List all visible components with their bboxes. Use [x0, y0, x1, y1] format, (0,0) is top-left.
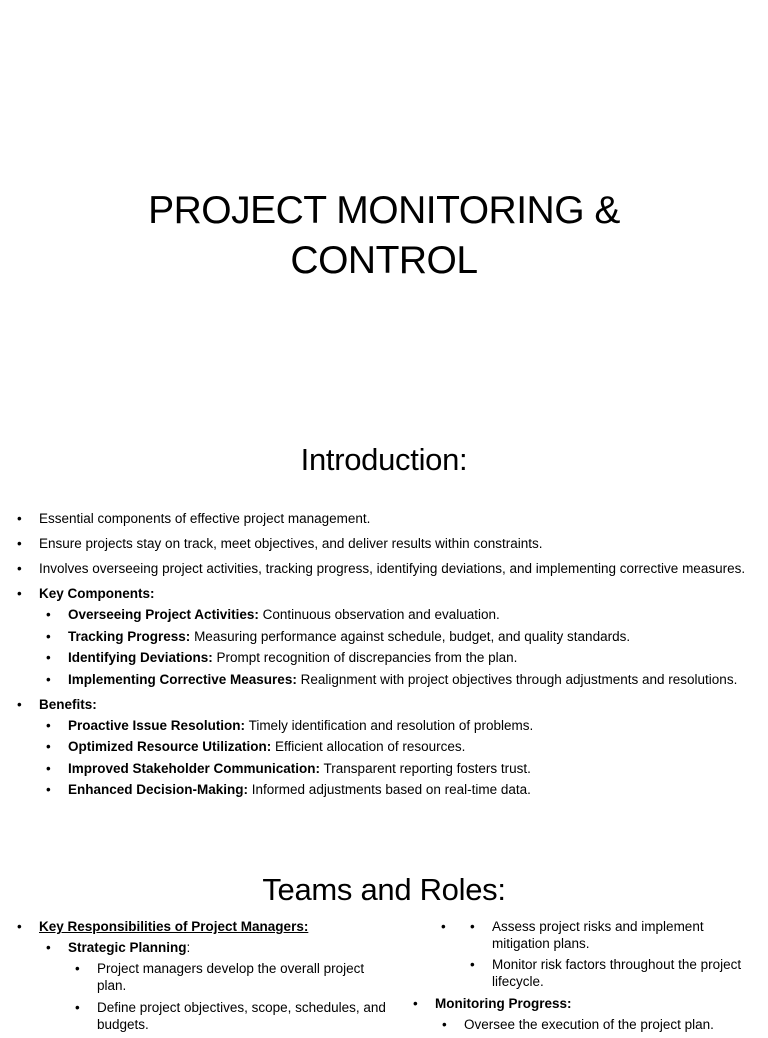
list-item: • Optimized Resource Utilization: Efficient allocation of resources.: [68, 738, 751, 755]
page-title: [0, 186, 768, 286]
responsibilities-section: [39, 918, 389, 1033]
list-item: • Proactive Issue Resolution: Timely identification and resolution of problems.: [68, 717, 751, 734]
list-item: • Improved Stakeholder Communication: Transparent reporting fosters trust.: [68, 760, 751, 777]
key-components-label: Key Components:: [39, 586, 155, 601]
list-item: • Identifying Deviations: Prompt recognition of discrepancies from the plan.: [68, 649, 751, 666]
list-item: • Project managers develop the overall project plan.: [97, 960, 389, 994]
benefits-section: [39, 696, 751, 799]
key-components-section: [39, 585, 751, 688]
list-item: • Overseeing Project Activities: Continuous observation and evaluation.: [68, 606, 751, 623]
list-item: • Oversee the execution of the project plan.: [464, 1016, 753, 1033]
title-line-1: PROJECT MONITORING &: [148, 189, 620, 232]
strategic-planning-section: • Strategic Planning: • Project managers develop the overall project plan. • Define project objectives, scope, schedules, and budgets.: [68, 939, 389, 1033]
intro-bullet: • Ensure projects stay on track, meet objectives, and deliver results within constraints.: [39, 535, 751, 552]
intro-content: [39, 510, 751, 806]
strategic-planning-label: Strategic Planning: [68, 940, 187, 955]
intro-heading: Introduction:: [300, 442, 468, 477]
list-item: • Monitor risk factors throughout the project lifecycle.: [492, 956, 753, 990]
risk-items: [463, 918, 753, 990]
intro-bullet: • Essential components of effective project management.: [39, 510, 751, 527]
intro-bullet: • Involves overseeing project activities, tracking progress, identifying deviations, and implementing corrective measures.: [39, 560, 751, 577]
list-item: • Enhanced Decision-Making: Informed adjustments based on real-time data.: [68, 781, 751, 798]
list-item: • Tracking Progress: Measuring performance against schedule, budget, and quality standards.: [68, 628, 751, 645]
list-item: • Implementing Corrective Measures: Realignment with project objectives through adjustments and resolutions.: [68, 671, 751, 688]
title-slide: [0, 0, 768, 432]
benefits-label: Benefits:: [39, 696, 97, 712]
teams-heading: Teams and Roles:: [262, 872, 506, 907]
monitoring-progress-section: [435, 995, 753, 1033]
responsibilities-label: Key Responsibilities of Project Managers:: [39, 919, 309, 934]
teams-left-column: [39, 918, 389, 1038]
teams-right-column: [435, 918, 753, 1038]
list-item: • • Assess project risks and implement mitigation plans.: [492, 918, 753, 952]
monitoring-progress-label: Monitoring Progress:: [435, 996, 572, 1011]
title-line-2: CONTROL: [290, 239, 478, 282]
list-item: • Define project objectives, scope, schedules, and budgets.: [97, 999, 389, 1033]
